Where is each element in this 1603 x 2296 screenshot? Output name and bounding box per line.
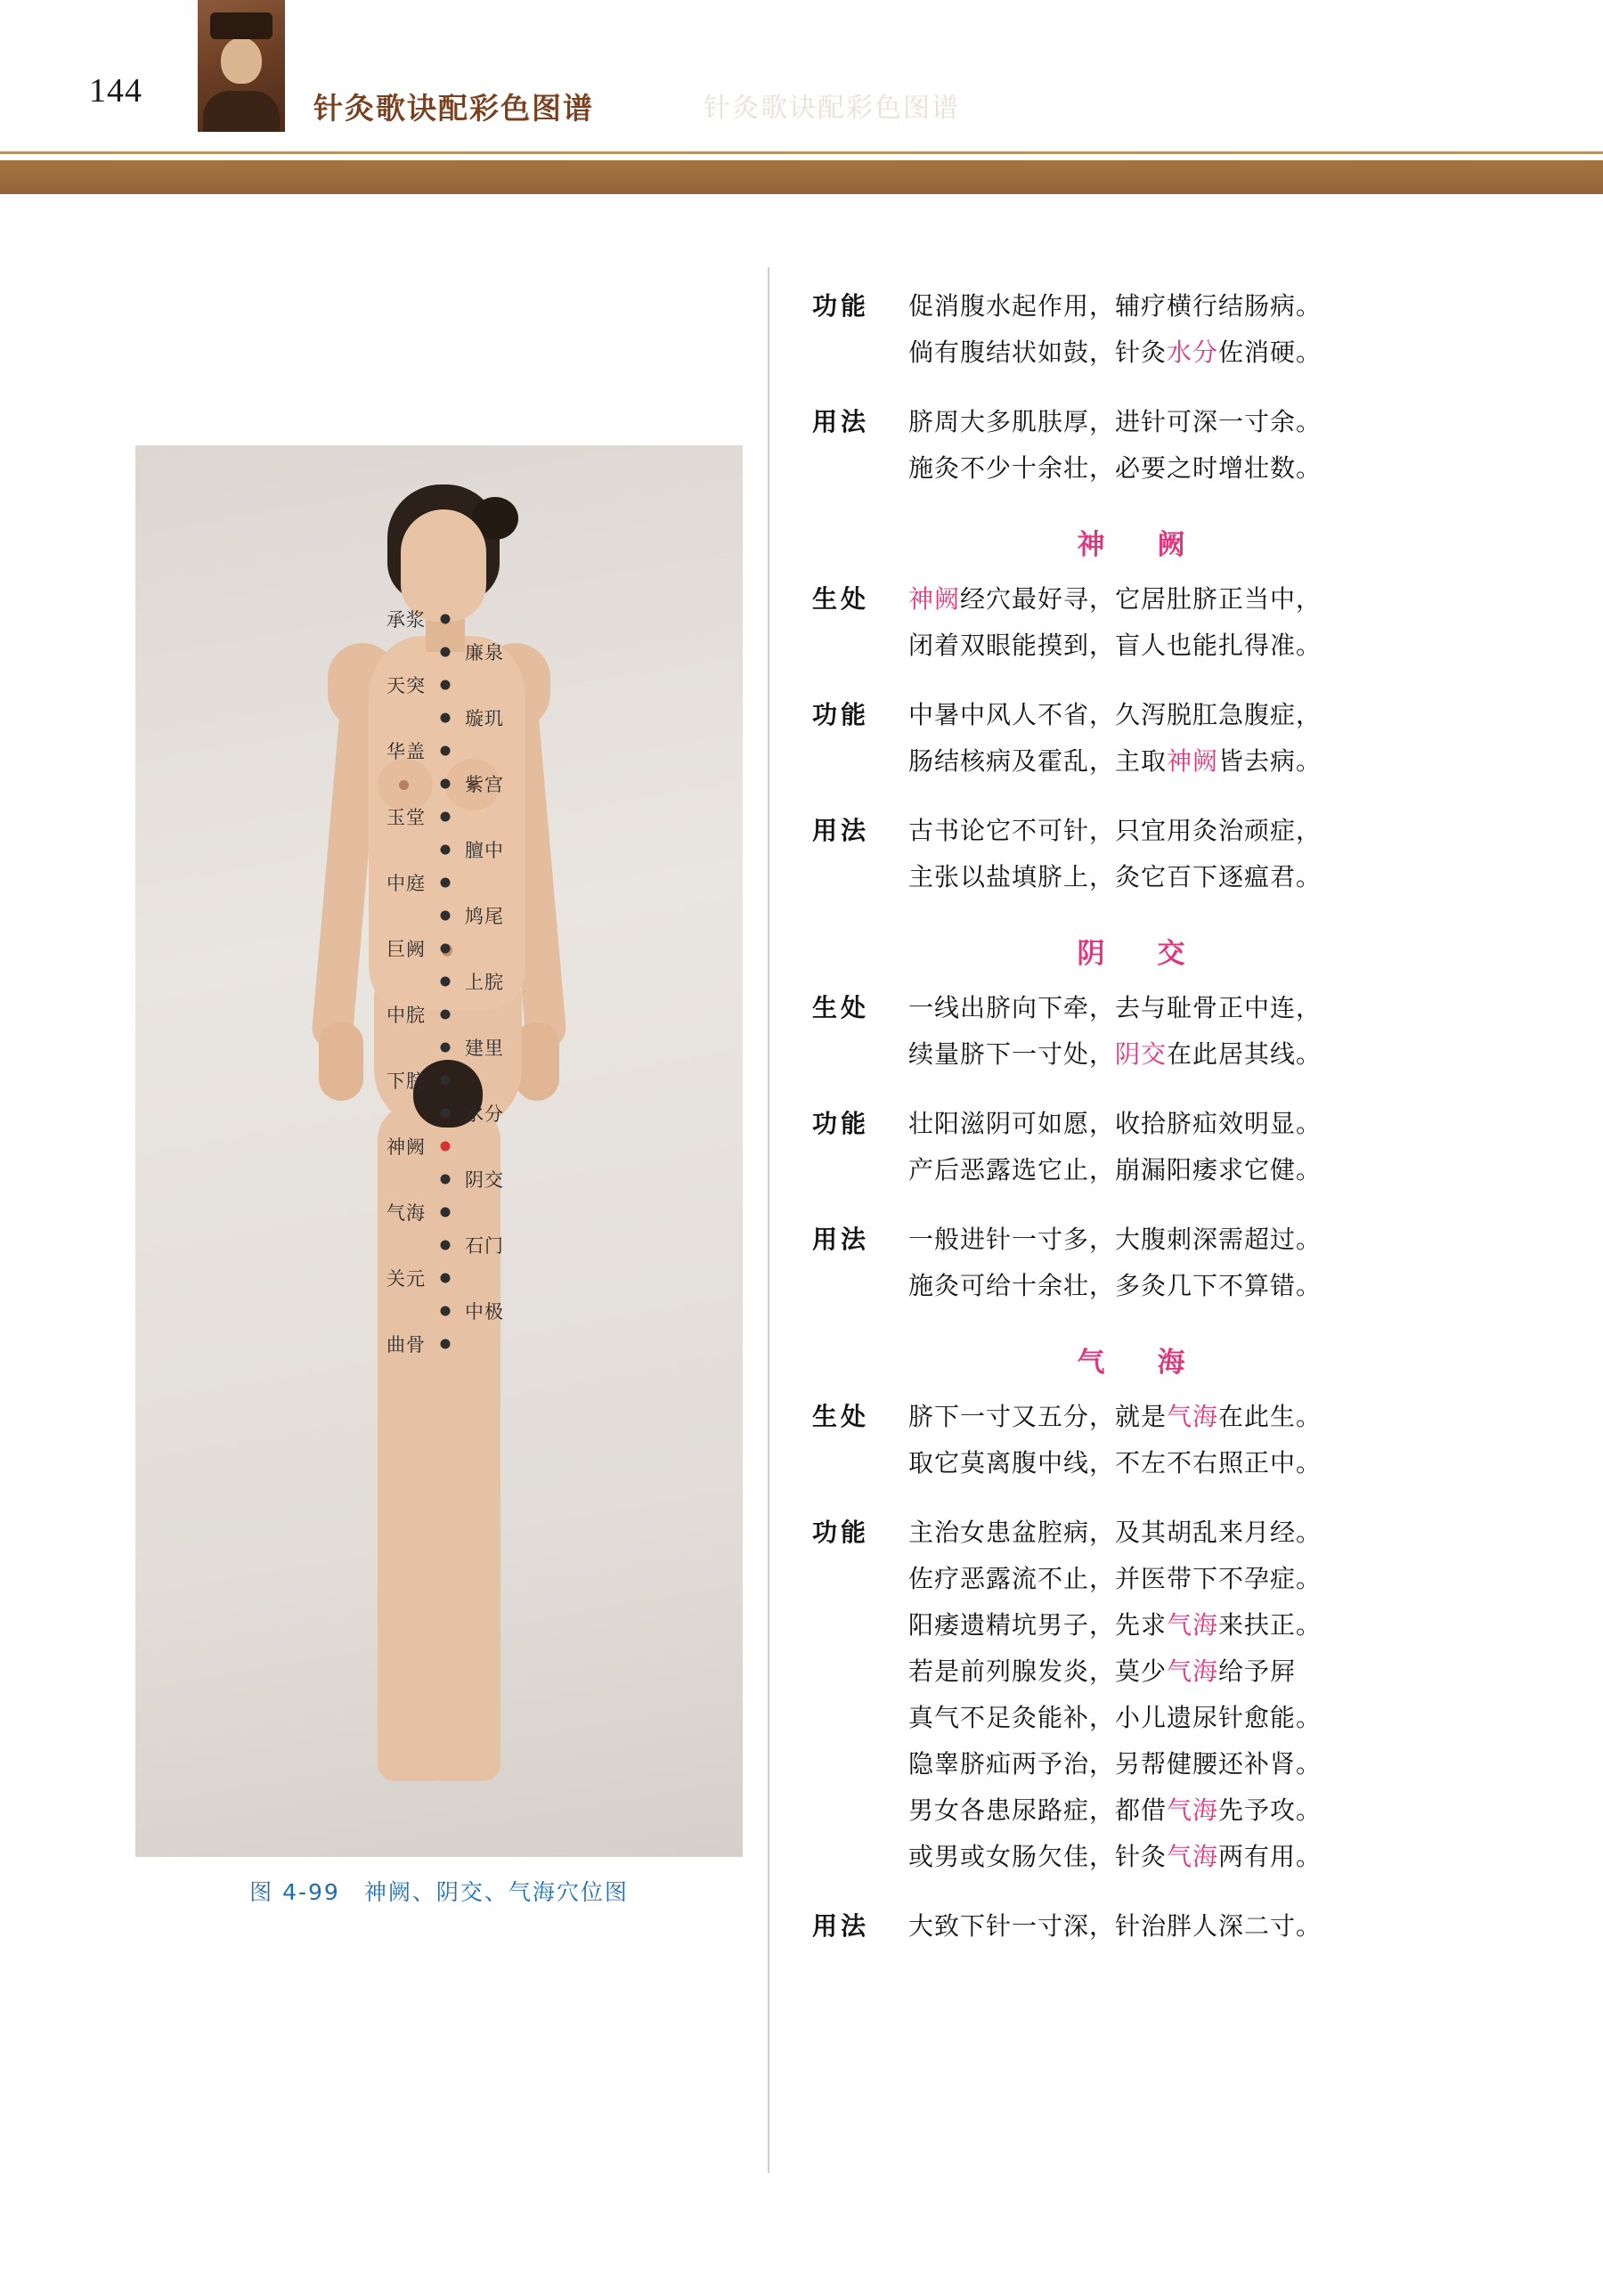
verse-text: 在此居其线。 — [1167, 1039, 1322, 1069]
verse-text: 主张以盐填脐上，灸它百下逐瘟君。 — [908, 862, 1322, 892]
header-portrait-icon — [198, 0, 285, 132]
verse-line — [908, 1834, 1462, 1880]
verse-line — [908, 692, 1462, 738]
acupoint-label: 气海 — [387, 1202, 426, 1224]
entry-label: 功能 — [812, 291, 870, 321]
acupoint-dot — [441, 878, 451, 888]
verse-text: 产后恶露选它止，崩漏阳痿求它健。 — [908, 1155, 1322, 1185]
verse-line — [908, 623, 1462, 669]
section-title: 阴 交 — [1077, 938, 1198, 970]
acupoint-label: 巨阙 — [387, 939, 426, 960]
verse-line — [908, 1394, 1462, 1440]
acupoint-label: 紫宫 — [465, 774, 504, 795]
content-entry — [812, 399, 1462, 492]
header-rule — [0, 151, 1603, 154]
content-entry — [812, 1510, 1462, 1880]
acupoint-dot — [441, 1010, 451, 1020]
acupoint-label: 鸠尾 — [465, 906, 504, 927]
acupoint-label: 承浆 — [387, 609, 426, 631]
entry-text — [908, 1510, 1462, 1880]
verse-text: 来扶正。 — [1218, 1610, 1322, 1640]
entry-label: 生处 — [812, 1402, 870, 1431]
acupoint-dot — [441, 779, 451, 789]
acupoint-dot — [441, 944, 451, 954]
section-title: 气 海 — [1077, 1347, 1198, 1379]
column-divider — [768, 267, 769, 2173]
acupoint-dot — [441, 1241, 451, 1250]
acupoint-dot — [441, 746, 451, 756]
verse-line — [908, 576, 1462, 623]
verse-text: 取它莫离腹中线，不左不右照正中。 — [908, 1448, 1322, 1478]
highlight-term: 气海 — [1167, 1657, 1219, 1686]
acupoint-dot — [441, 1208, 451, 1217]
verse-line — [908, 1741, 1462, 1787]
verse-text: 阳痿遗精坑男子，先求 — [908, 1610, 1168, 1640]
verse-text: 真气不足灸能补，小儿遗尿针愈能。 — [908, 1703, 1322, 1732]
verse-text: 佐疗恶露流不止，并医带下不孕症。 — [908, 1564, 1322, 1593]
acupoint-dot — [441, 1175, 451, 1185]
content-entry — [812, 1394, 1462, 1486]
acupoint-label: 水分 — [465, 1103, 504, 1125]
verse-line — [908, 1440, 1462, 1486]
acupoint-dot — [441, 1076, 451, 1086]
verse-text: 施灸可给十余壮，多灸几下不算错。 — [908, 1271, 1322, 1300]
highlight-term: 气海 — [1167, 1795, 1219, 1825]
highlight-term: 神阙 — [908, 584, 961, 614]
entry-label: 生处 — [812, 584, 870, 614]
highlight-term: 水分 — [1167, 338, 1219, 367]
content-entry — [812, 576, 1462, 669]
acupoint-dot — [441, 1043, 451, 1053]
verse-line — [908, 738, 1462, 785]
verse-text: 闭着双眼能摸到，盲人也能扎得准。 — [908, 631, 1322, 660]
verse-line — [908, 1695, 1462, 1741]
entry-text — [908, 1101, 1462, 1193]
acupoint-label: 曲骨 — [387, 1334, 426, 1356]
entry-text — [908, 1903, 1462, 1950]
content-entry — [812, 283, 1462, 376]
verse-line — [908, 283, 1462, 330]
verse-text: 促消腹水起作用，辅疗横行结肠病。 — [908, 291, 1322, 321]
verse-text: 或男或女肠欠佳，针灸 — [908, 1842, 1168, 1871]
page-header — [0, 0, 1603, 178]
verse-text: 给予屛 — [1218, 1657, 1297, 1686]
verse-line — [908, 854, 1462, 900]
acupoint-dot — [441, 1339, 451, 1349]
verse-text: 两有用。 — [1218, 1842, 1322, 1871]
highlight-term: 阴交 — [1115, 1039, 1168, 1069]
verse-text: 倘有腹结状如鼓，针灸 — [908, 338, 1168, 367]
verse-text: 一线出脐向下牵，去与耻骨正中连， — [908, 993, 1322, 1022]
acupoint-dot — [441, 1142, 451, 1152]
acupoint-label: 上脘 — [465, 972, 504, 993]
figure-caption: 图 4-99 神阙、阴交、气海穴位图 — [249, 1879, 629, 1905]
verse-line — [908, 1147, 1462, 1193]
acupoint-label: 中极 — [465, 1301, 504, 1323]
acupoint-dot — [441, 1274, 451, 1283]
verse-text: 皆去病。 — [1218, 746, 1322, 776]
acupoint-dot — [441, 647, 451, 657]
highlight-term: 神阙 — [1167, 746, 1219, 776]
verse-text: 一般进针一寸多，大腹刺深需超过。 — [908, 1225, 1322, 1254]
verse-text: 大致下针一寸深，针治胖人深二寸。 — [908, 1911, 1322, 1941]
entry-label: 功能 — [812, 1518, 870, 1547]
entry-text — [908, 985, 1462, 1078]
acupoint-label: 华盖 — [387, 741, 426, 762]
highlight-term: 气海 — [1167, 1402, 1219, 1431]
acupoint-label: 膻中 — [465, 840, 504, 861]
acupoint-dot — [441, 977, 451, 987]
acupoint-dot — [441, 680, 451, 690]
content-entry — [812, 1903, 1462, 1950]
verse-text: 壮阳滋阴可如愿，收拾脐疝效明显。 — [908, 1109, 1322, 1138]
verse-text: 佐消硬。 — [1218, 338, 1322, 367]
entry-label: 用法 — [812, 1225, 870, 1254]
verse-line — [908, 330, 1462, 376]
content-entry — [812, 1217, 1462, 1309]
acupoint-label: 中庭 — [387, 873, 426, 894]
verse-line — [908, 1903, 1462, 1950]
acupoint-label: 玉堂 — [387, 807, 426, 828]
acupoint-label: 神阙 — [387, 1136, 426, 1158]
verse-line — [908, 445, 1462, 492]
entry-text — [908, 576, 1462, 669]
verse-text: 脐周大多肌肤厚，进针可深一寸余。 — [908, 407, 1322, 436]
entry-text — [908, 1217, 1462, 1309]
entry-label: 功能 — [812, 1109, 870, 1138]
anatomy-photo — [135, 445, 743, 1857]
verse-line — [908, 985, 1462, 1031]
acupoint-label: 璇玑 — [465, 708, 504, 729]
entry-text — [908, 399, 1462, 492]
verse-line — [908, 1556, 1462, 1602]
acupoint-label: 石门 — [465, 1235, 504, 1257]
highlight-term: 气海 — [1167, 1610, 1219, 1640]
acupoint-dot — [441, 845, 451, 855]
acupoint-dot — [441, 812, 451, 822]
verse-line — [908, 808, 1462, 854]
highlight-term: 气海 — [1167, 1842, 1219, 1871]
acupoint-label: 建里 — [465, 1038, 504, 1059]
content-entry — [812, 1101, 1462, 1193]
verse-line — [908, 1602, 1462, 1649]
header-watermark: 针灸歌诀配彩色图谱 — [704, 93, 960, 124]
entry-label: 用法 — [812, 1911, 870, 1941]
acupoint-dot — [441, 911, 451, 921]
acupoint-label: 天突 — [387, 675, 426, 696]
entry-label: 用法 — [812, 816, 870, 845]
entry-label: 生处 — [812, 993, 870, 1022]
verse-line — [908, 399, 1462, 445]
page-number: 144 — [89, 72, 142, 110]
acupoint-label: 阴交 — [465, 1169, 504, 1191]
verse-line — [908, 1510, 1462, 1556]
book-title: 针灸歌诀配彩色图谱 — [313, 91, 594, 126]
verse-text: 隐睾脐疝两予治，另帮健腰还补肾。 — [908, 1749, 1322, 1779]
acupoint-dot — [441, 713, 451, 723]
acupoint-dot — [441, 1109, 451, 1119]
verse-text: 男女各患尿路症，都借 — [908, 1795, 1168, 1825]
verse-text: 古书论它不可针，只宜用灸治顽症， — [908, 816, 1322, 845]
entry-text — [908, 283, 1462, 376]
verse-line — [908, 1787, 1462, 1834]
verse-text: 中暑中风人不省，久泻脱肛急腹症， — [908, 700, 1322, 729]
verse-text: 经穴最好寻，它居肚脐正当中， — [960, 584, 1322, 614]
verse-text: 施灸不少十余壮，必要之时增壮数。 — [908, 453, 1322, 483]
section-title: 神 阙 — [1077, 529, 1198, 561]
verse-text: 肠结核病及霍乱，主取 — [908, 746, 1168, 776]
acupoint-label: 廉泉 — [465, 642, 504, 664]
acupoint-label: 中脘 — [387, 1005, 426, 1026]
entry-label: 用法 — [812, 407, 870, 436]
acupoint-label: 下脘 — [387, 1071, 426, 1092]
content-entry — [812, 808, 1462, 900]
acupoint-dot — [441, 615, 451, 624]
verse-line — [908, 1101, 1462, 1147]
verse-text: 在此生。 — [1218, 1402, 1322, 1431]
verse-text: 主治女患盆腔病，及其胡乱来月经。 — [908, 1518, 1322, 1547]
verse-text: 先予攻。 — [1218, 1795, 1322, 1825]
verse-text: 续量脐下一寸处， — [908, 1039, 1116, 1069]
verse-line — [908, 1217, 1462, 1263]
verse-line — [908, 1649, 1462, 1695]
entry-text — [908, 1394, 1462, 1486]
entry-text — [908, 808, 1462, 900]
acupoint-dot — [441, 1307, 451, 1316]
text-column — [812, 283, 1462, 1973]
header-band — [0, 160, 1603, 194]
acupoint-label: 关元 — [387, 1268, 426, 1290]
content-entry — [812, 985, 1462, 1078]
verse-text: 若是前列腺发炎，莫少 — [908, 1657, 1168, 1686]
entry-text — [908, 692, 1462, 785]
content-entry — [812, 692, 1462, 785]
entry-label: 功能 — [812, 700, 870, 729]
body-figure — [135, 445, 743, 1857]
verse-text: 脐下一寸又五分，就是 — [908, 1402, 1168, 1431]
verse-line — [908, 1263, 1462, 1309]
verse-line — [908, 1031, 1462, 1078]
